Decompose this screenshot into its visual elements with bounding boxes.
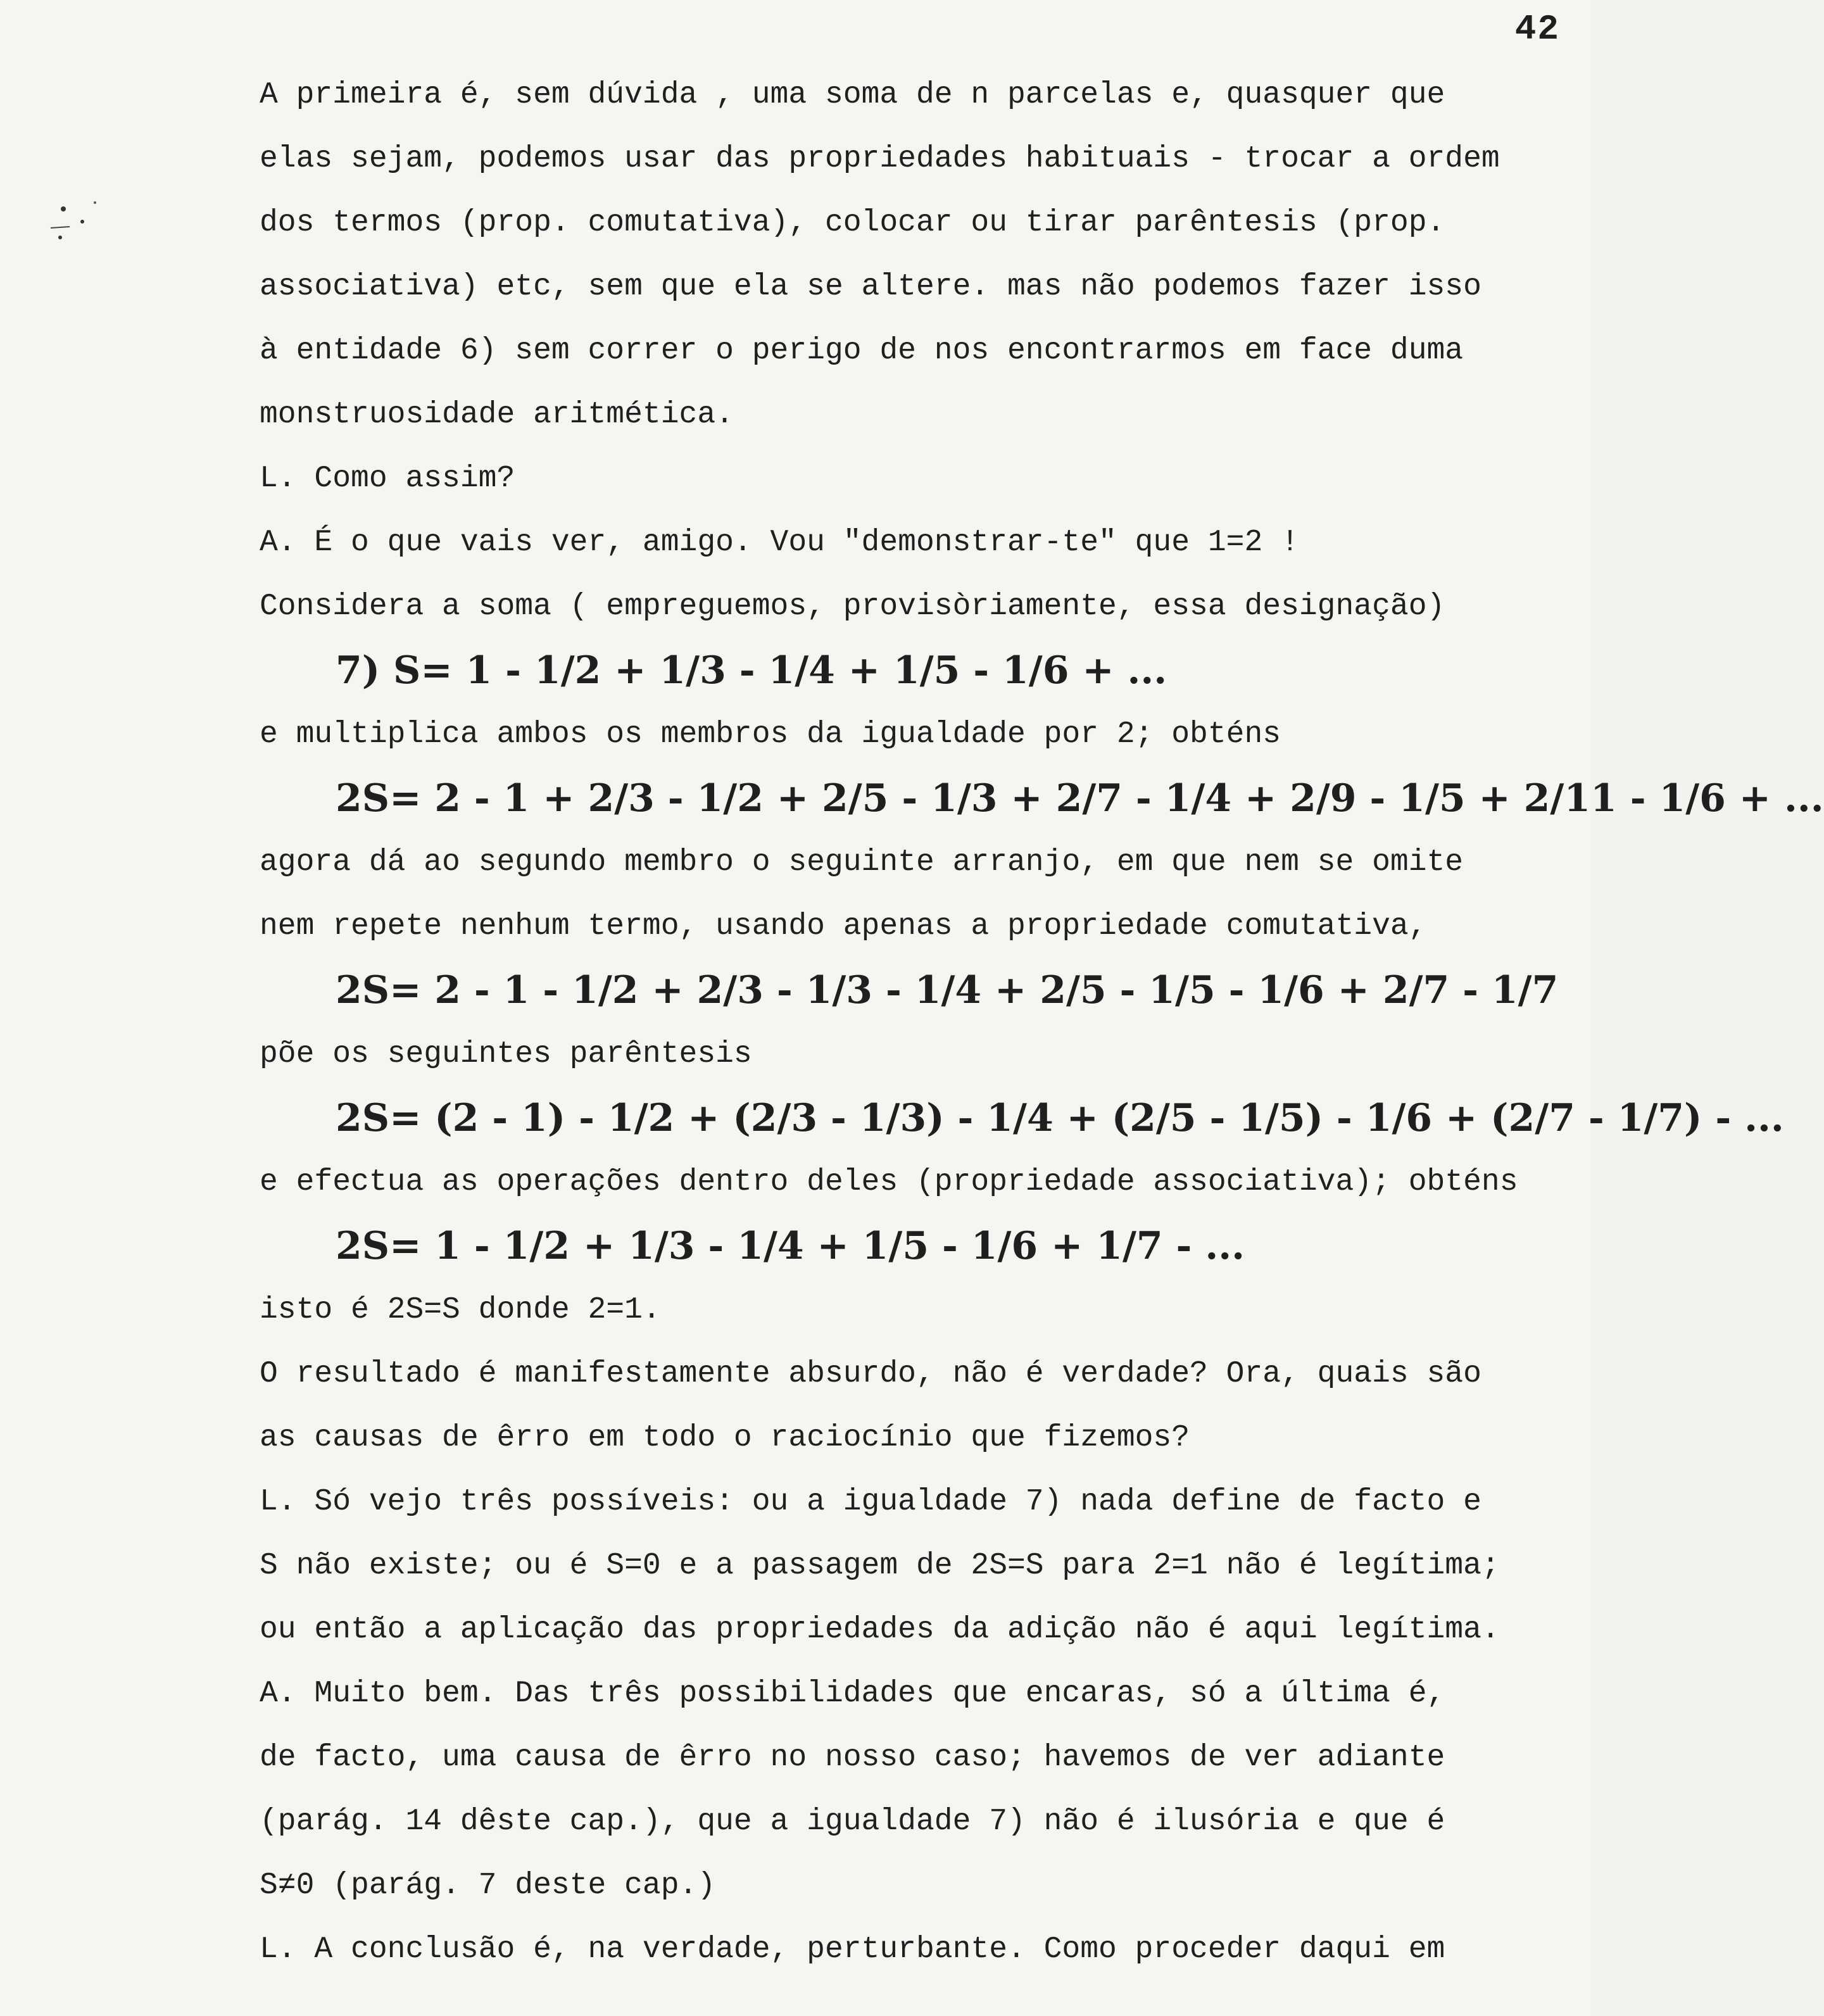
text-line: S não existe; ou é S=0 e a passagem de 2S=S para 2=1 não é legítima; [260,1549,1500,1583]
text-line: à entidade 6) sem correr o perigo de nos encontrarmos em face duma [260,334,1464,368]
equation-2s-parenthesized: 2S= (2 - 1) - 1/2 + (2/3 - 1/3) - 1/4 + (2/5 - 1/5) - 1/6 + (2/7 - 1/7) - ... [336,1096,1784,1140]
page-number: 42 [1514,9,1560,49]
equation-2s-rearranged: 2S= 2 - 1 - 1/2 + 2/3 - 1/3 - 1/4 + 2/5 - 1/5 - 1/6 + 2/7 - 1/7 [336,968,1559,1012]
equation-2s-expanded: 2S= 2 - 1 + 2/3 - 1/2 + 2/5 - 1/3 + 2/7 - 1/4 + 2/9 - 1/5 + 2/11 - 1/6 + ... [336,776,1824,821]
text-line: L. A conclusão é, na verdade, perturbante. Como proceder daqui em [260,1932,1445,1967]
text-line: de facto, uma causa de êrro no nosso caso; havemos de ver adiante [260,1741,1445,1775]
text-line: elas sejam, podemos usar das propriedades habituais - trocar a ordem [260,142,1500,176]
equation-7: 7) S= 1 - 1/2 + 1/3 - 1/4 + 1/5 - 1/6 + ... [336,648,1167,693]
text-line: O resultado é manifestamente absurdo, não é verdade? Ora, quais são [260,1357,1481,1391]
text-line: L. Como assim? [260,462,515,496]
text-line: Considera a soma ( empreguemos, provisòriamente, essa designação) [260,589,1445,624]
text-line: dos termos (prop. comutativa), colocar ou tirar parêntesis (prop. [260,206,1445,240]
text-line: (parág. 14 dêste cap.), que a igualdade 7) não é ilusória e que é [260,1805,1445,1839]
text-line: e efectua as operações dentro deles (propriedade associativa); obténs [260,1165,1518,1199]
text-line: associativa) etc, sem que ela se altere. mas não podemos fazer isso [260,270,1481,304]
text-line: L. Só vejo três possíveis: ou a igualdade 7) nada define de facto e [260,1485,1481,1519]
text-line: nem repete nenhum termo, usando apenas a propriedade comutativa, [260,909,1427,943]
text-line: põe os seguintes parêntesis [260,1037,752,1071]
text-line: A primeira é, sem dúvida , uma soma de n parcelas e, quasquer que [260,78,1445,112]
text-line: A. Muito bem. Das três possibilidades que encaras, só a última é, [260,1677,1445,1711]
text-line: isto é 2S=S donde 2=1. [260,1293,661,1327]
ink-smudge [44,190,114,260]
text-line: agora dá ao segundo membro o seguinte arranjo, em que nem se omite [260,845,1464,879]
text-line: ou então a aplicação das propriedades da adição não é aqui legítima. [260,1613,1500,1647]
text-line: S≠0 (parág. 7 deste cap.) [260,1868,716,1903]
typed-text [260,63,1824,1982]
text-line: as causas de êrro em todo o raciocínio que fizemos? [260,1421,1190,1455]
text-line: e multiplica ambos os membros da igualdade por 2; obténs [260,717,1281,752]
equation-2s-result: 2S= 1 - 1/2 + 1/3 - 1/4 + 1/5 - 1/6 + 1/7 - ... [336,1224,1245,1268]
text-line: monstruosidade aritmética. [260,398,734,432]
text-line: A. É o que vais ver, amigo. Vou "demonstrar-te" que 1=2 ! [260,526,1299,560]
